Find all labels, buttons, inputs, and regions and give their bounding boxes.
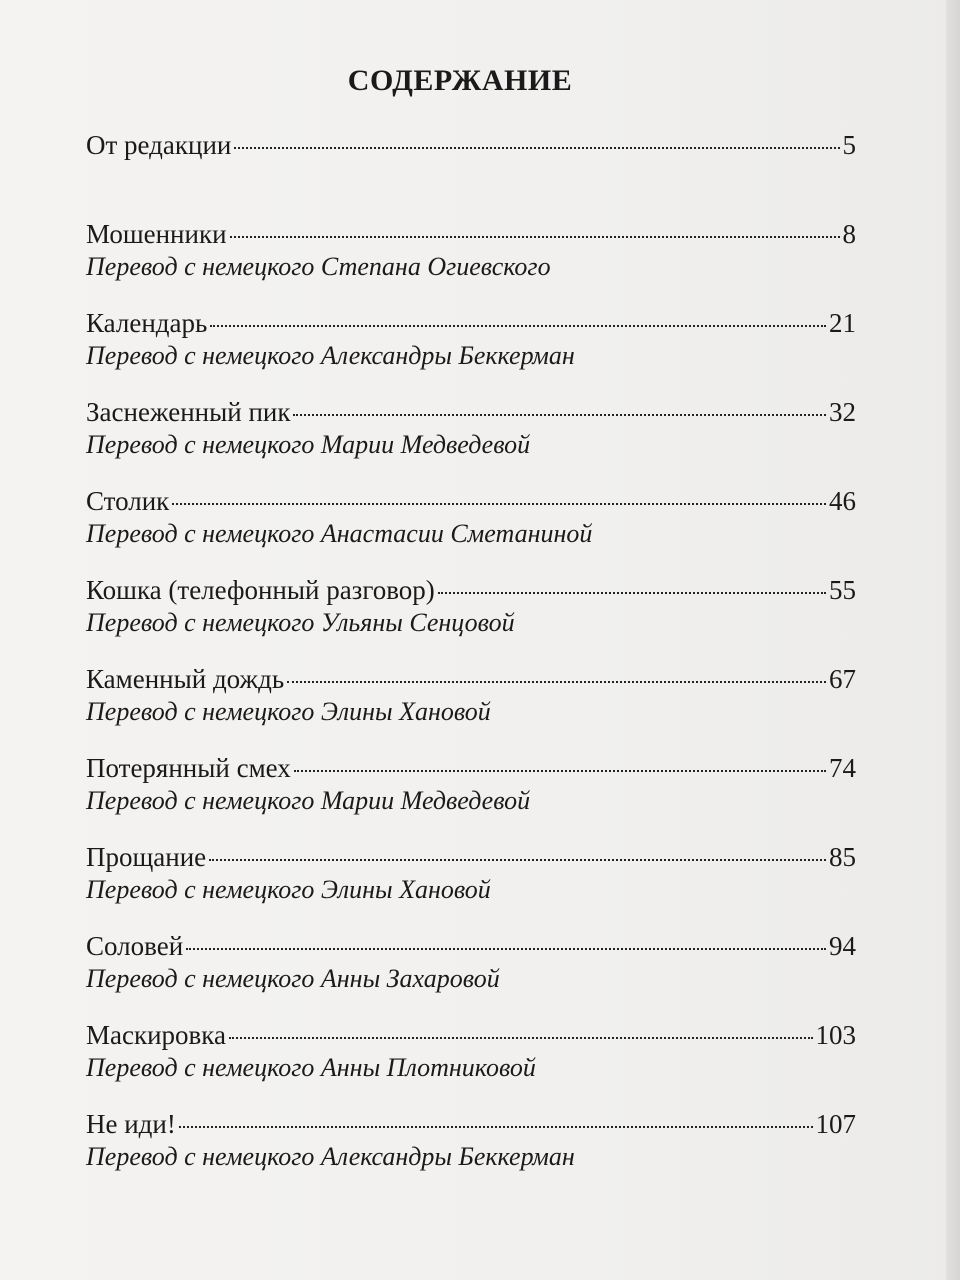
translator-credit: Перевод с немецкого Марии Медведевой	[86, 786, 531, 815]
page-number: 67	[829, 664, 856, 694]
translator-credit: Перевод с немецкого Анны Плотниковой	[86, 1053, 536, 1082]
translator-credit: Перевод с немецкого Анны Захаровой	[86, 964, 500, 993]
toc-entry	[86, 929, 856, 1018]
toc-line	[86, 929, 856, 963]
page-number: 107	[815, 1109, 856, 1139]
toc-line	[86, 573, 856, 607]
toc-entry	[86, 217, 856, 306]
entry-title: Потерянный смех	[86, 753, 291, 783]
dot-leader	[293, 414, 826, 416]
translator-credit: Перевод с немецкого Александры Беккерман	[86, 1142, 575, 1171]
page-number: 103	[815, 1020, 856, 1050]
toc-line	[86, 306, 856, 340]
entry-title: Каменный дождь	[86, 664, 285, 694]
toc-line	[86, 395, 856, 429]
dot-leader	[179, 1126, 813, 1128]
page-number: 94	[829, 931, 856, 961]
toc-line	[86, 128, 856, 162]
translator-credit: Перевод с немецкого Марии Медведевой	[86, 430, 531, 459]
entry-title: Столик	[86, 486, 170, 516]
toc-line	[86, 217, 856, 251]
page-number: 74	[829, 753, 856, 783]
dot-leader	[230, 236, 840, 238]
toc-entry	[86, 306, 856, 395]
translator-credit: Перевод с немецкого Элины Хановой	[86, 697, 491, 726]
translator-credit: Перевод с немецкого Анастасии Сметаниной	[86, 519, 593, 548]
entry-title: От редакции	[86, 130, 232, 160]
entry-title: Маскировка	[86, 1020, 226, 1050]
table-of-contents	[86, 128, 856, 1196]
toc-entry	[86, 1018, 856, 1107]
toc-entry	[86, 1107, 856, 1196]
page-number: 8	[842, 219, 856, 249]
toc-entry	[86, 840, 856, 929]
page-number: 5	[842, 130, 856, 160]
dot-leader	[234, 147, 839, 149]
dot-leader	[438, 592, 826, 594]
dot-leader	[186, 948, 826, 950]
toc-line	[86, 662, 856, 696]
entry-title: Прощание	[86, 842, 207, 872]
page-number: 55	[829, 575, 856, 605]
toc-line	[86, 484, 856, 518]
translator-credit: Перевод с немецкого Александры Беккерман	[86, 341, 575, 370]
entry-title: Заснеженный пик	[86, 397, 291, 427]
page-number: 46	[829, 486, 856, 516]
toc-entry	[86, 751, 856, 840]
entry-title: Календарь	[86, 308, 208, 338]
page-number: 85	[829, 842, 856, 872]
translator-credit: Перевод с немецкого Ульяны Сенцовой	[86, 608, 515, 637]
dot-leader	[287, 681, 826, 683]
toc-entry	[86, 662, 856, 751]
page-number: 21	[829, 308, 856, 338]
translator-credit: Перевод с немецкого Элины Хановой	[86, 875, 491, 904]
dot-leader	[229, 1037, 813, 1039]
dot-leader	[210, 325, 826, 327]
page-title: СОДЕРЖАНИЕ	[347, 64, 573, 97]
entry-title: Не иди!	[86, 1109, 176, 1139]
toc-line	[86, 840, 856, 874]
toc-line	[86, 1107, 856, 1141]
entry-title: Кошка (телефонный разговор)	[86, 575, 435, 605]
page-number: 32	[829, 397, 856, 427]
toc-entry	[86, 128, 856, 217]
translator-credit: Перевод с немецкого Степана Огиевского	[86, 252, 551, 281]
page-edge	[946, 0, 960, 1280]
entry-title: Соловей	[86, 931, 184, 961]
toc-entry	[86, 395, 856, 484]
dot-leader	[294, 770, 826, 772]
entry-title: Мошенники	[86, 219, 227, 249]
toc-entry	[86, 573, 856, 662]
toc-line	[86, 751, 856, 785]
dot-leader	[172, 503, 826, 505]
toc-line	[86, 1018, 856, 1052]
dot-leader	[209, 859, 826, 861]
toc-entry	[86, 484, 856, 573]
